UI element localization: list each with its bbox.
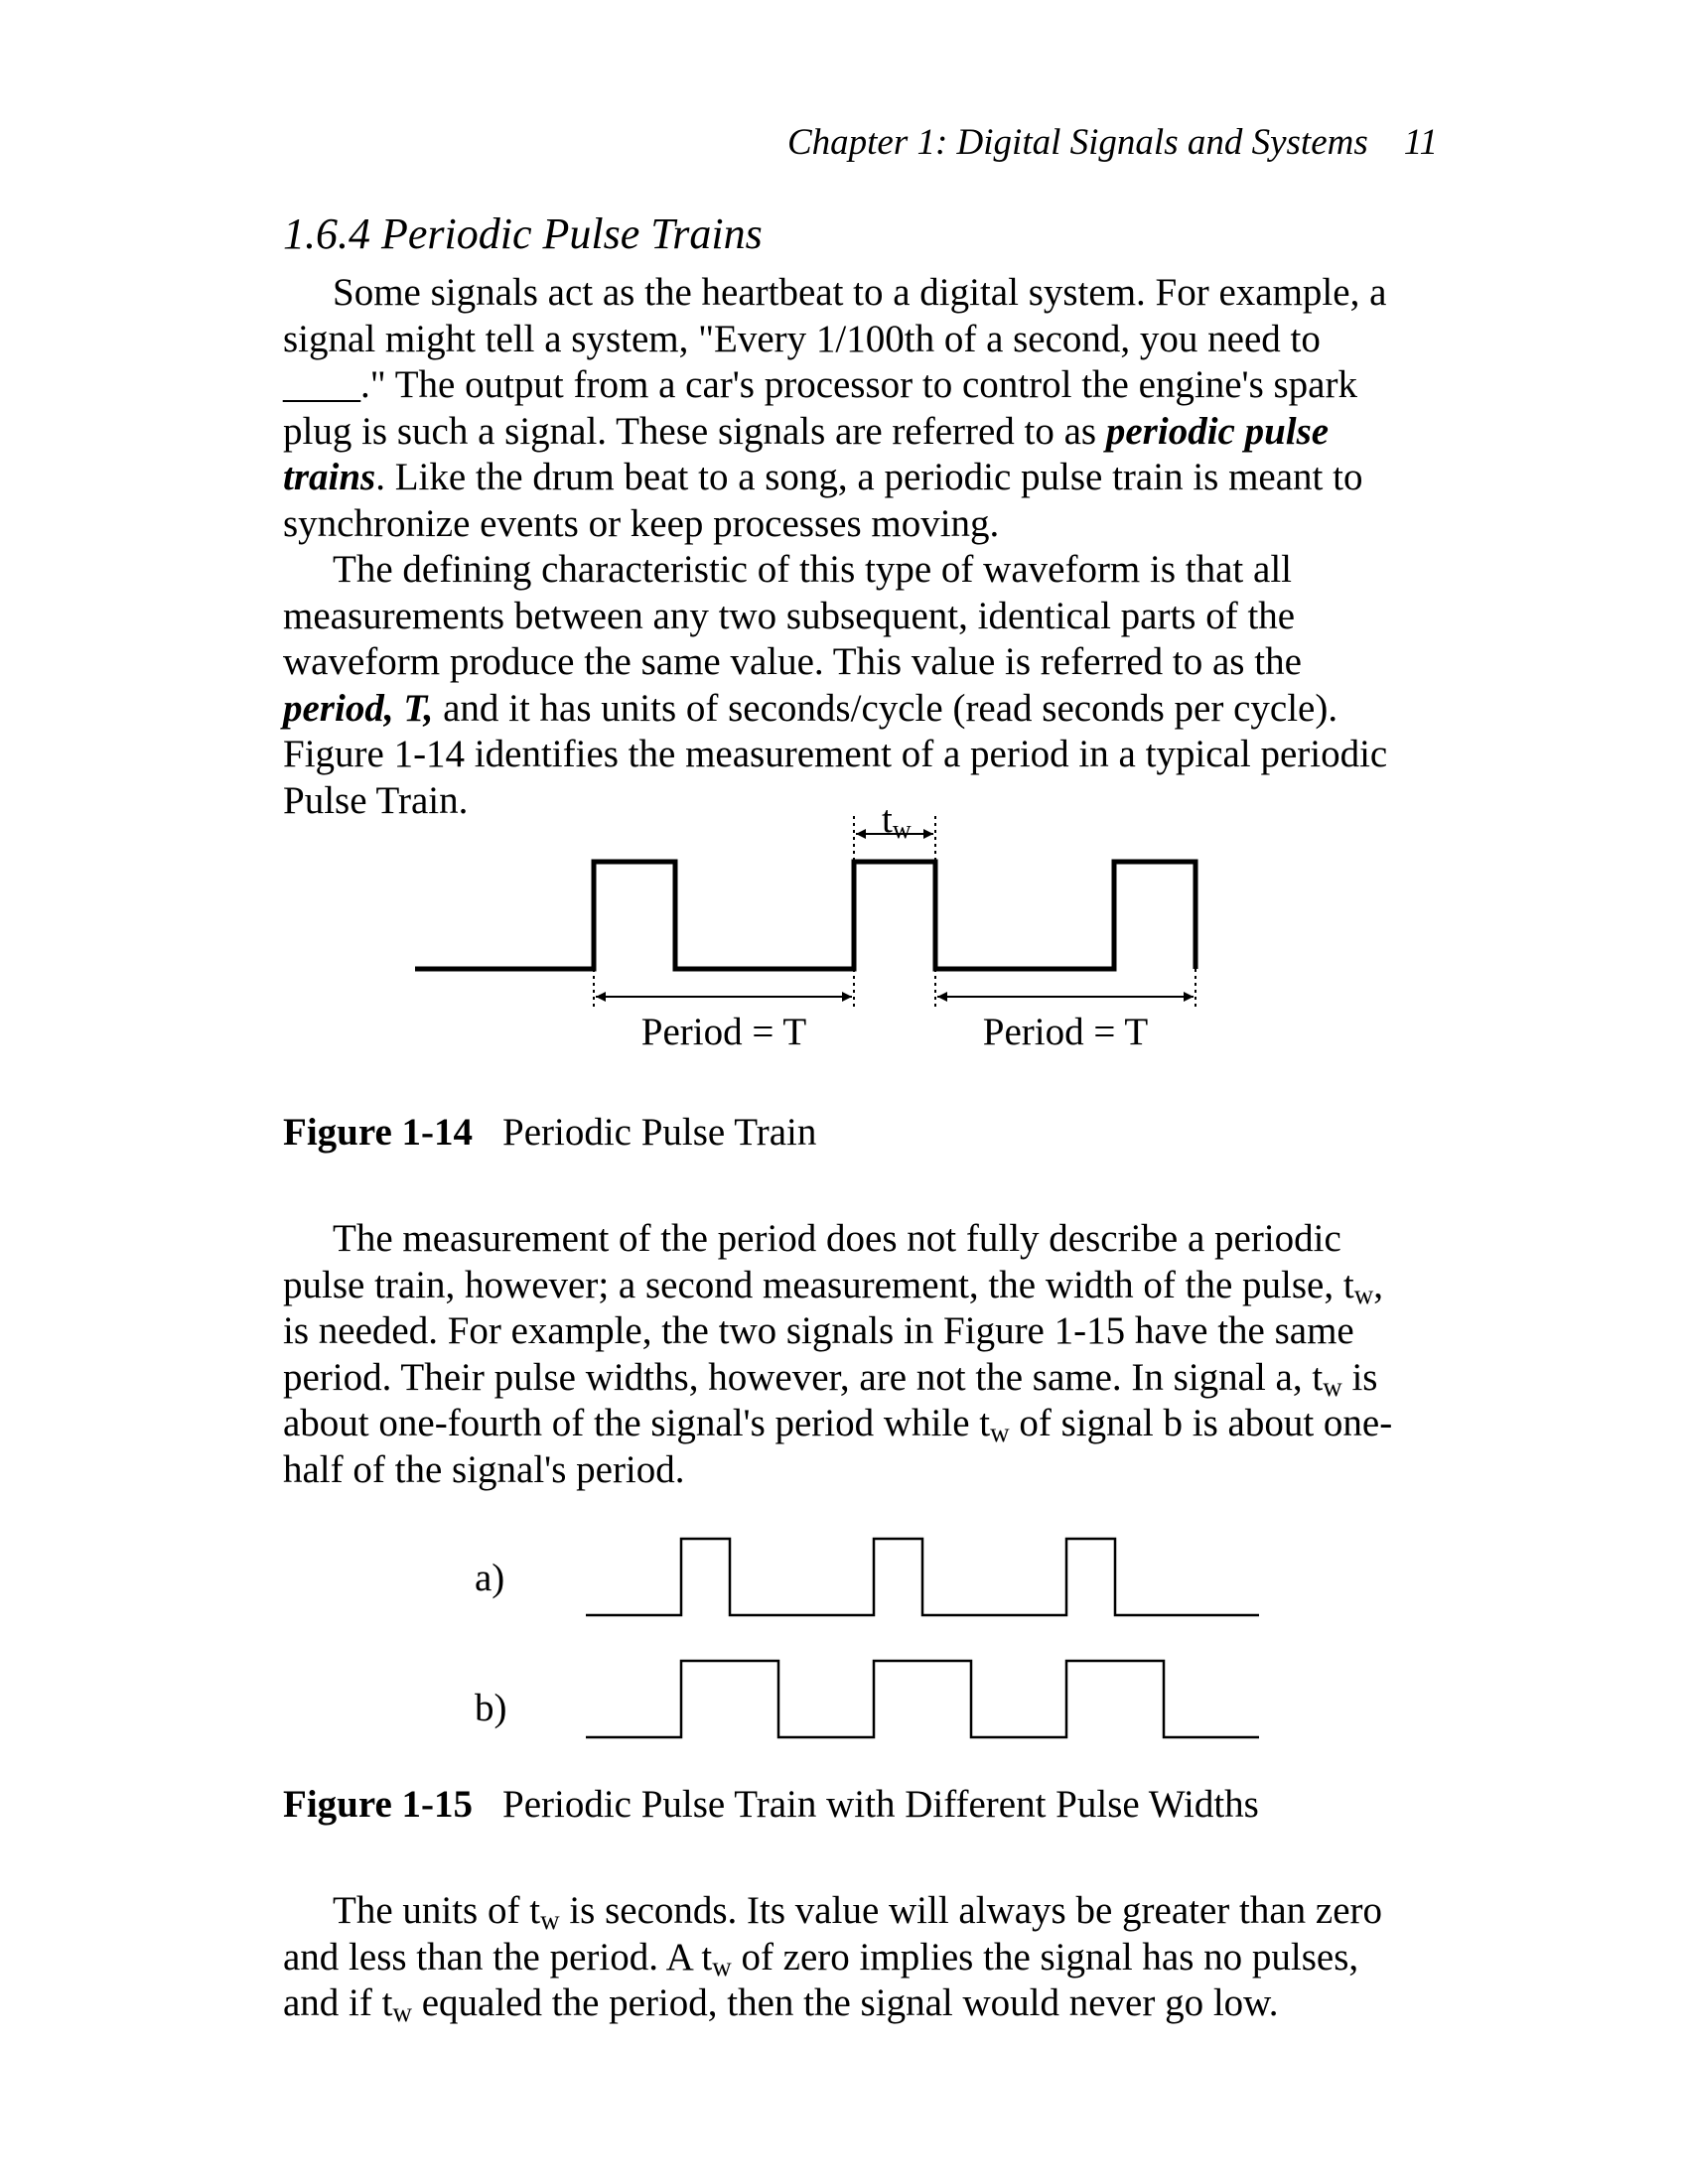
text-run: of zero implies the signal has no pulses,: [731, 1935, 1359, 1979]
caption-text: Periodic Pulse Train with Different Pulse Widths: [502, 1783, 1259, 1826]
subscript: w: [990, 1418, 1010, 1447]
subscript: w: [712, 1951, 732, 1981]
text-line: Some signals act as the heartbeat to a digital system. For example, a: [333, 271, 1387, 314]
text-line: The measurement of the period does not fully describe a periodic: [333, 1217, 1341, 1260]
term-periodic-pulse: periodic pulse: [1105, 409, 1330, 453]
tw-label: tw: [882, 798, 912, 844]
text-run: The units of t: [333, 1889, 541, 1932]
caption-text: Periodic Pulse Train: [502, 1111, 817, 1154]
period-label-2: Period = T: [982, 1011, 1149, 1053]
text-line: [283, 1888, 1445, 1935]
paragraph-4: [283, 1888, 1445, 2027]
section-heading: 1.6.4 Periodic Pulse Trains: [283, 209, 763, 258]
text-run: ,: [1373, 1263, 1383, 1306]
text-line: The defining characteristic of this type of waveform is that all: [333, 548, 1292, 591]
text-line: is needed. For example, the two signals in Figure 1-15 have the same: [283, 1309, 1354, 1352]
text-run: is: [1341, 1355, 1378, 1399]
text-line: [283, 1980, 1445, 2027]
text-line: signal might tell a system, "Every 1/100th of a second, you need to: [283, 317, 1321, 360]
period-label-1: Period = T: [640, 1011, 807, 1053]
subscript: w: [540, 1905, 560, 1935]
subscript: w: [392, 1997, 412, 2027]
text-line: [283, 455, 1445, 501]
text-run: period. Their pulse widths, however, are not the same. In signal a, t: [283, 1355, 1324, 1399]
text-line: [283, 686, 1445, 733]
text-run: of signal b is about one-: [1009, 1402, 1393, 1444]
text-line: ____." The output from a car's processor to control the engine's spark: [283, 363, 1357, 406]
subscript: w: [1323, 1371, 1342, 1402]
text-run: about one-fourth of the signal's period while t: [283, 1402, 991, 1444]
text-line: [283, 1401, 1445, 1447]
signal-a-waveform: [586, 1539, 1259, 1615]
paragraph-1: [283, 270, 1445, 547]
text-run: . Like the drum beat to a song, a periodic pulse train is meant to: [375, 456, 1363, 498]
text-line: [283, 409, 1445, 456]
text-run: pulse train, however; a second measurement, the width of the pulse, t: [283, 1263, 1354, 1306]
running-header: [0, 121, 1438, 164]
signal-b-waveform: [586, 1661, 1259, 1737]
text-line: measurements between any two subsequent, identical parts of the: [283, 594, 1296, 637]
caption-figure-number: Figure 1-14: [283, 1111, 474, 1154]
subscript: w: [1353, 1279, 1374, 1309]
text-line: half of the signal's period.: [283, 1447, 685, 1491]
chapter-title: Chapter 1: Digital Signals and Systems: [786, 122, 1368, 163]
figure-1-14-caption: [283, 1110, 816, 1155]
text-line: synchronize events or keep processes moving.: [283, 501, 1000, 545]
text-line: waveform produce the same value. This value is referred to as the: [283, 640, 1302, 683]
text-run: and it has units of seconds/cycle (read seconds per cycle).: [433, 686, 1338, 730]
signal-b-label: b): [475, 1687, 507, 1729]
figure-1-15-caption: [283, 1782, 1259, 1827]
term-trains: trains: [283, 456, 376, 498]
signal-a-label: a): [475, 1557, 505, 1599]
pulse-train-waveform: [415, 862, 1196, 969]
term-period: period, T,: [283, 686, 434, 730]
figure-1-15-diagram: [0, 1529, 1688, 1747]
text-run: plug is such a signal. These signals are referred to as: [283, 409, 1106, 453]
text-run: equaled the period, then the signal would never go low.: [411, 1981, 1279, 2024]
text-run: and less than the period. A t: [283, 1935, 713, 1979]
reference-lines: [594, 816, 1196, 1011]
paragraph-2: [283, 547, 1445, 824]
caption-figure-number: Figure 1-15: [283, 1783, 474, 1826]
text-line: [283, 1935, 1445, 1981]
text-line: [283, 1355, 1445, 1402]
text-line: Figure 1-14 identifies the measurement of a period in a typical periodic: [283, 733, 1388, 775]
text-run: and if t: [283, 1981, 393, 2024]
text-run: is seconds. Its value will always be greater than zero: [559, 1889, 1383, 1932]
text-line: Pulse Train.: [283, 778, 469, 822]
text-line: [283, 1263, 1445, 1309]
paragraph-3: [283, 1216, 1445, 1493]
page-number: 11: [1403, 122, 1438, 163]
